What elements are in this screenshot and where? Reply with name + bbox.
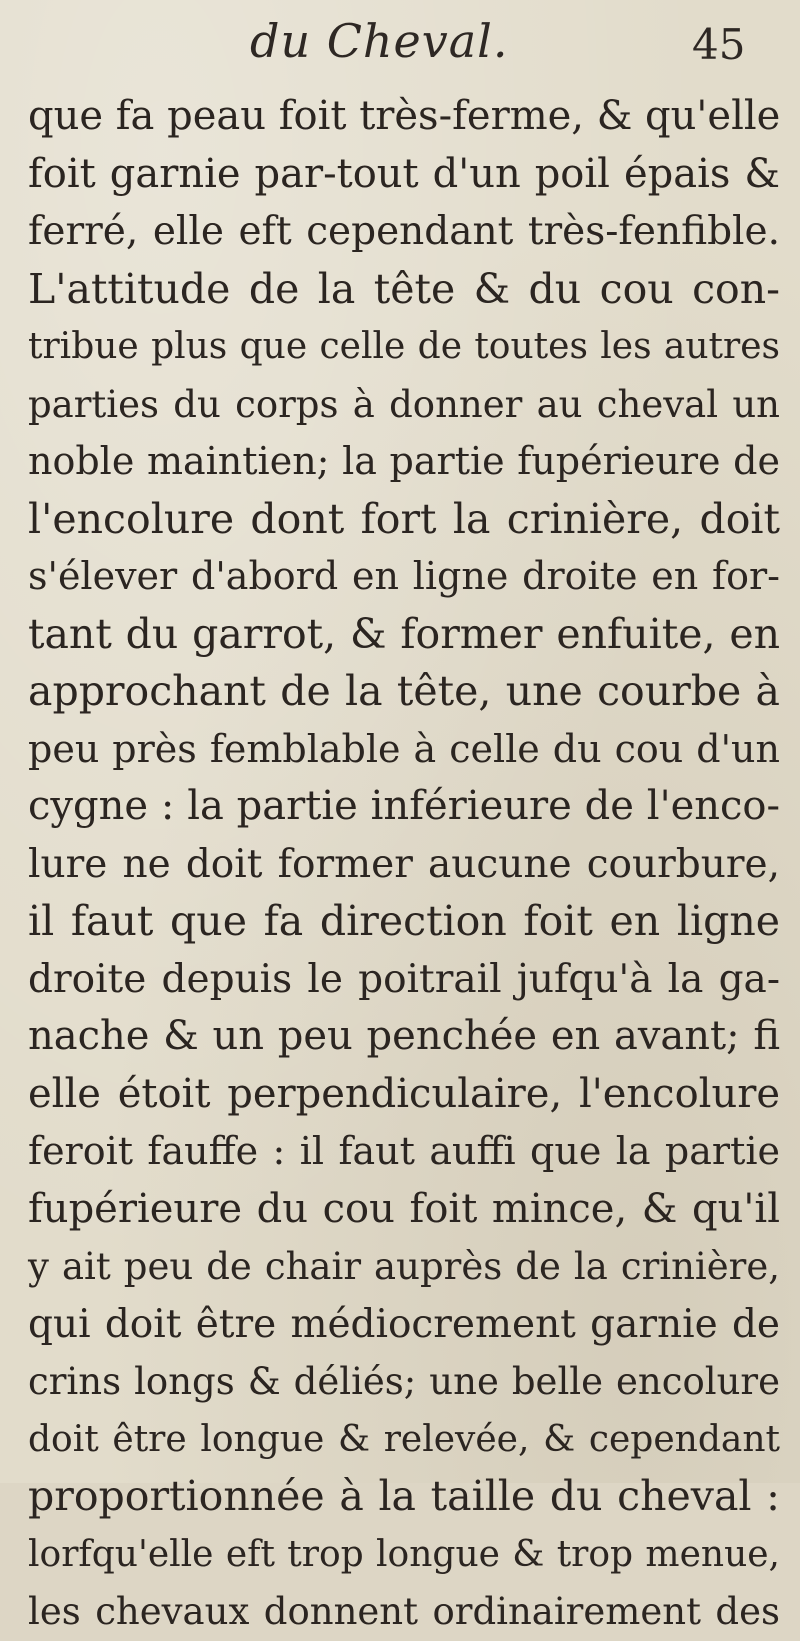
running-title: du Cheval. [250, 14, 509, 68]
text-line: fupérieure du cou foit mince, & qu'il [28, 1185, 780, 1232]
text-line: il faut que fa direction foit en ligne [28, 897, 780, 945]
text-line: s'élever d'abord en ligne droite en for- [28, 554, 780, 598]
text-line: lorfqu'elle eft trop longue & trop menue, [28, 1533, 780, 1575]
text-line: tribue plus que celle de toutes les autres [28, 326, 780, 367]
page-number: 45 [692, 20, 746, 69]
text-line: peu près femblable à celle du cou d'un [28, 726, 780, 771]
text-line: feroit fauffe : il faut auffi que la partie [28, 1129, 780, 1173]
text-line: tant du garrot, & former enfuite, en [28, 609, 780, 658]
text-line: proportionnée à la taille du cheval : [28, 1472, 780, 1520]
text-line: ferré, elle eft cependant très-fenfible. [28, 209, 780, 254]
text-line: noble maintien; la partie fupérieure de [28, 439, 780, 483]
text-line: qui doit être médiocrement garnie de [28, 1301, 780, 1347]
text-line: foit garnie par-tout d'un poil épais & [28, 150, 780, 197]
text-line: droite depuis le poitrail jufqu'à la ga- [28, 956, 780, 1002]
text-line: l'encolure dont fort la crinière, doit [28, 494, 780, 543]
text-line: approchant de la tête, une courbe à [28, 667, 780, 715]
text-line: parties du corps à donner au cheval un [28, 382, 780, 426]
text-line: crins longs & déliés; une belle encolure [28, 1360, 780, 1403]
text-line: cygne : la partie inférieure de l'enco- [28, 783, 780, 829]
text-line: les chevaux donnent ordinairement des [28, 1590, 780, 1633]
text-line: nache & un peu penchée en avant; fi [28, 1013, 780, 1059]
text-line: que fa peau foit très-ferme, & qu'elle [28, 93, 781, 139]
running-head [0, 14, 800, 84]
text-line: L'attitude de la tête & du cou con- [28, 264, 780, 313]
text-line: elle étoit perpendiculaire, l'encolure [28, 1070, 780, 1117]
text-line: lure ne doit former aucune courbure, [28, 841, 780, 887]
text-line: doit être longue & relevée, & cependant [28, 1418, 780, 1460]
text-line: y ait peu de chair auprès de la crinière, [28, 1245, 780, 1288]
body-text [28, 88, 780, 1641]
